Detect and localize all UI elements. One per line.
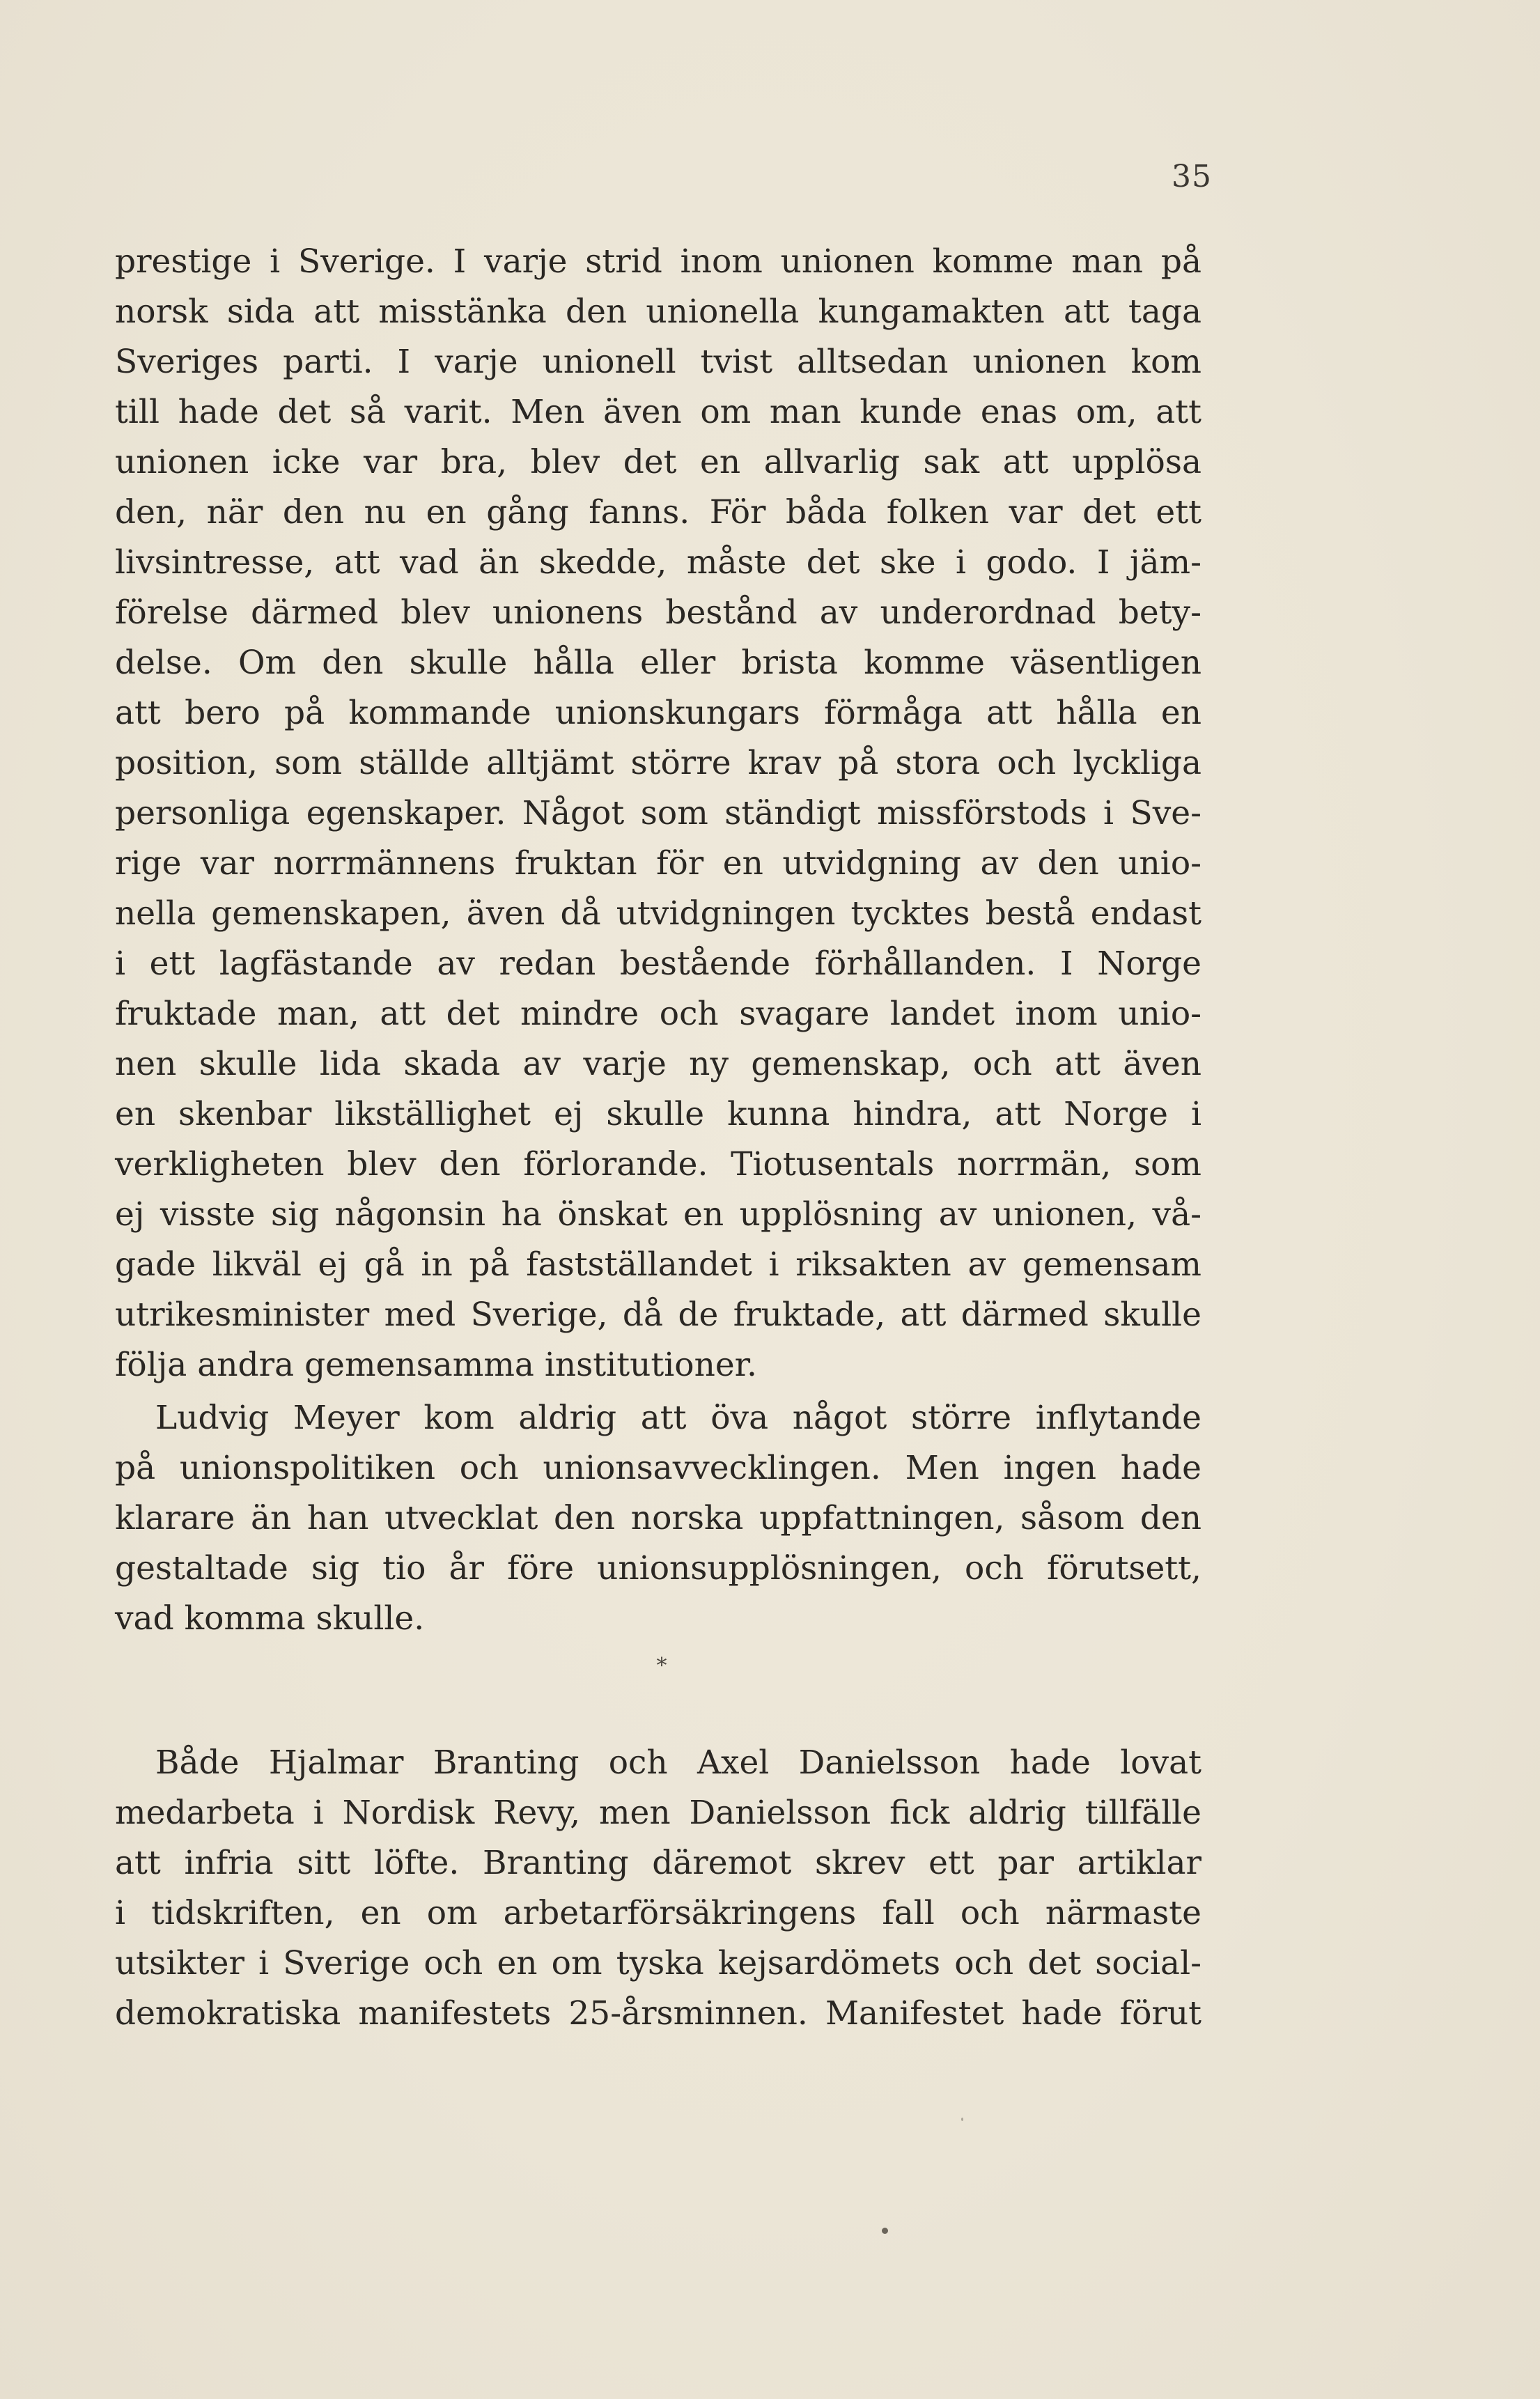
text-line: vad komma skulle. [115,1599,425,1638]
text-line: unionen icke var bra, blev det en allvarlig sak att upplösa [115,443,1201,481]
paper-speck [882,2228,888,2234]
text-line: att bero på kommande unionskungars förmåga att hålla en [115,694,1201,732]
text-line: till hade det så varit. Men även om man kunde enas om, att [115,393,1201,431]
text-line: norsk sida att misstänka den unionella kungamakten att taga [115,293,1201,331]
text-line: följa andra gemensamma institutioner. [115,1346,757,1384]
text-line: position, som ställde alltjämt större krav på stora och lyckliga [115,744,1201,782]
text-line: Sveriges parti. I varje unionell tvist alltsedan unionen kom [115,343,1201,381]
text-line: verkligheten blev den förlorande. Tiotusentals norrmän, som [115,1145,1201,1183]
text-line: delse. Om den skulle hålla eller brista komme väsentligen [115,644,1201,682]
text-line: klarare än han utvecklat den norska uppfattningen, såsom den [115,1499,1201,1537]
text-line: att infria sitt löfte. Branting däremot skrev ett par artiklar [115,1844,1201,1882]
text-line: ej visste sig någonsin ha önskat en upplösning av unionen, vå- [115,1195,1201,1234]
text-line: en skenbar likställighet ej skulle kunna hindra, att Norge i [115,1095,1201,1133]
text-line: Ludvig Meyer kom aldrig att öva något större inflytande [155,1399,1201,1437]
text-line: demokratiska manifestets 25-årsminnen. Manifestet hade förut [115,1994,1201,2033]
text-line: utrikesminister med Sverige, då de fruktade, att därmed skulle [115,1296,1201,1334]
paper-speck [961,2118,963,2121]
text-line: gade likväl ej gå in på fastställandet i riksakten av gemensam [115,1245,1201,1284]
text-line: i ett lagfästande av redan bestående förhållanden. I Norge [115,945,1201,983]
text-line: rige var norrmännens fruktan för en utvidgning av den unio- [115,844,1201,883]
paragraph-2 [115,1393,1201,1644]
text-line: den, när den nu en gång fanns. För båda folken var det ett [115,493,1201,531]
text-line: prestige i Sverige. I varje strid inom unionen komme man på [115,242,1201,281]
text-line: livsintresse, att vad än skedde, måste det ske i godo. I jäm- [115,543,1201,582]
paragraph-3 [115,1738,1201,2039]
text-line: förelse därmed blev unionens bestånd av underordnad bety- [115,593,1201,632]
paragraph-1 [115,237,1201,1390]
text-line: fruktade man, att det mindre och svagare landet inom unio- [115,995,1201,1033]
text-line: Både Hjalmar Branting och Axel Danielsson hade lovat [155,1744,1201,1782]
text-line: utsikter i Sverige och en om tyska kejsardömets och det social- [115,1944,1201,1982]
text-line: gestaltade sig tio år före unionsupplösningen, och förutsett, [115,1549,1201,1587]
text-line: personliga egenskaper. Något som ständigt missförstods i Sve- [115,794,1201,832]
page-number: 35 [1172,159,1212,194]
section-separator: * [656,1654,667,1678]
text-line: medarbeta i Nordisk Revy, men Danielsson fick aldrig tillfälle [115,1794,1201,1832]
text-line: nella gemenskapen, även då utvidgningen tycktes bestå endast [115,894,1201,933]
text-line: nen skulle lida skada av varje ny gemenskap, och att även [115,1045,1201,1083]
text-line: i tidskriften, en om arbetarförsäkringens fall och närmaste [115,1894,1201,1932]
text-line: på unionspolitiken och unionsavvecklingen. Men ingen hade [115,1449,1201,1487]
